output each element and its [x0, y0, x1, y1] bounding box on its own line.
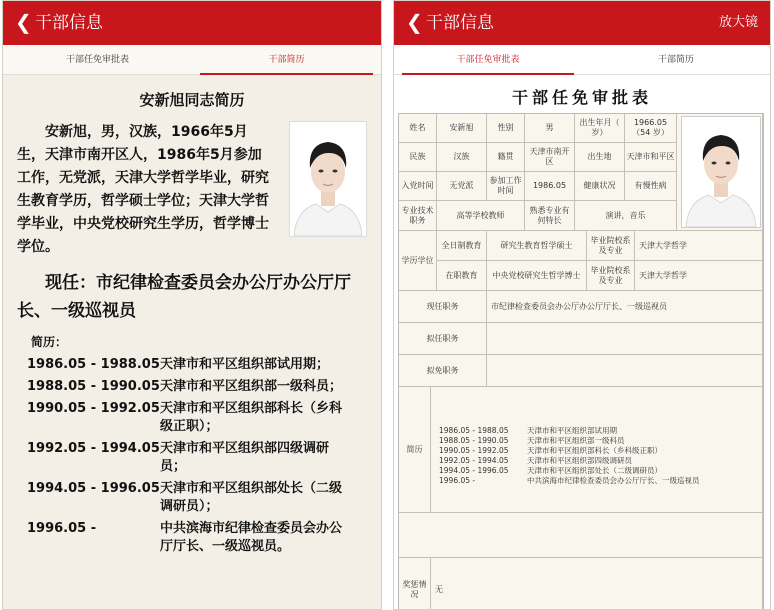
- birthplace-label: 出生地: [575, 143, 625, 172]
- party-value: 无党派: [437, 172, 487, 201]
- skill-value: 演讲，音乐: [575, 201, 677, 231]
- name-label: 姓名: [399, 114, 437, 143]
- resume-item: [439, 466, 759, 476]
- inservice-school: 天津大学哲学: [635, 261, 763, 291]
- fulltime-degree: 研究生教育哲学硕士: [487, 231, 587, 261]
- resume-date: 1994.05 - 1996.05: [439, 466, 509, 475]
- history-text: 天津市和平区组织部处长（二级调研员）；: [160, 481, 343, 514]
- proposed-post-value: [487, 323, 763, 355]
- form-title: 干部任免审批表: [511, 88, 652, 107]
- fulltime-label: 全日制教育: [437, 231, 487, 261]
- resume-screen: [2, 0, 382, 610]
- resume-label: 简历: [399, 387, 431, 513]
- award-label: 奖惩情况: [399, 558, 431, 610]
- health-value: 有慢性病: [625, 172, 677, 201]
- history-list: [27, 356, 381, 556]
- portrait-photo: [289, 121, 367, 237]
- history-date: 1996.05 -: [27, 521, 97, 536]
- resume-text: 天津市和平区组织部处长（二级调研员）: [527, 466, 662, 475]
- work-value: 1986.05: [525, 172, 575, 201]
- resume-date: 1986.05 - 1988.05: [439, 426, 509, 435]
- resume-text: 天津市和平区组织部四级调研员: [527, 456, 632, 465]
- birth-value: 1966.05（54 岁）: [625, 114, 677, 143]
- approval-form-table: [398, 113, 764, 610]
- history-text: 天津市和平区组织部试用期；: [160, 357, 330, 372]
- resume-item: [439, 446, 759, 456]
- history-date: 1992.05 - 1994.05: [27, 441, 160, 456]
- award-value: 无: [431, 558, 763, 610]
- proposed-post-label: 拟任职务: [399, 323, 487, 355]
- history-item: [27, 378, 381, 396]
- history-date: 1994.05 - 1996.05: [27, 481, 160, 496]
- birthplace-value: 天津市和平区: [625, 143, 677, 172]
- inservice-school-label: 毕业院校系及专业: [587, 261, 635, 291]
- removed-post-value: [487, 355, 763, 387]
- current-position: 现任：市纪律检查委员会办公厅办公厅厅长、一级巡视员: [17, 273, 351, 321]
- fulltime-school-label: 毕业院校系及专业: [587, 231, 635, 261]
- edu-label: 学历学位: [399, 231, 437, 291]
- tab-approval-form[interactable]: 干部任免审批表: [394, 45, 582, 74]
- history-text: 天津市和平区组织部四级调研员；: [160, 441, 330, 474]
- current-post-label: 现任职务: [399, 291, 487, 323]
- health-label: 健康状况: [575, 172, 625, 201]
- party-label: 入党时间: [399, 172, 437, 201]
- history-label: 简历：: [31, 335, 68, 349]
- work-label: 参加工作时间: [487, 172, 525, 201]
- resume-item: [439, 476, 759, 486]
- resume-date: 1990.05 - 1992.05: [439, 446, 509, 455]
- resume-date: 1992.05 - 1994.05: [439, 456, 509, 465]
- history-text: 中共滨海市纪律检查委员会办公厅厅长、一级巡视员。: [160, 521, 343, 554]
- tab-resume[interactable]: 干部简历: [657, 55, 694, 65]
- fulltime-school: 天津大学哲学: [635, 231, 763, 261]
- approval-form-screen: [393, 0, 771, 610]
- origin-value: 天津市南开区: [525, 143, 575, 172]
- current-post-value: 市纪律检查委员会办公厅办公厅厅长、一级巡视员: [487, 291, 763, 323]
- inservice-label: 在职教育: [437, 261, 487, 291]
- history-date: 1988.05 - 1990.05: [27, 379, 160, 394]
- removed-post-label: 拟免职务: [399, 355, 487, 387]
- history-text: 天津市和平区组织部一级科员；: [160, 379, 343, 394]
- bio-paragraph: 安新旭，男，汉族，1966年5月生，天津市南开区人，1986年5月参加工作，无党派，天津大学哲学毕业，研究生教育学历，哲学硕士学位；天津大学哲学毕业，中央党校研究生学历，哲学博士学位。: [17, 124, 269, 255]
- resume-item: [439, 456, 759, 466]
- prof-title-label: 专业技术职务: [399, 201, 437, 231]
- tab-approval-form[interactable]: 干部任免审批表: [65, 55, 129, 65]
- resume-list: [439, 426, 759, 486]
- history-date: 1990.05 - 1992.05: [27, 401, 160, 416]
- gender-label: 性别: [487, 114, 525, 143]
- tab-bar: [3, 45, 381, 75]
- resume-text: 天津市和平区组织部试用期: [527, 426, 617, 435]
- name-value: 安新旭: [437, 114, 487, 143]
- ethnicity-value: 汉族: [437, 143, 487, 172]
- skill-label: 熟悉专业有何特长: [525, 201, 575, 231]
- magnifier-button[interactable]: 放大镜: [718, 15, 758, 30]
- resume-item: [439, 426, 759, 436]
- app-header: [3, 1, 381, 45]
- resume-date: 1996.05 -: [439, 476, 476, 485]
- origin-label: 籍贯: [487, 143, 525, 172]
- history-item: [27, 440, 381, 476]
- history-item: [27, 520, 381, 556]
- page-title: 干部信息: [35, 13, 103, 33]
- resume-text: 天津市和平区组织部一级科员: [527, 436, 625, 445]
- resume-text: 天津市和平区组织部科长（乡科级正职）: [527, 446, 662, 455]
- inservice-degree: 中央党校研究生哲学博士: [487, 261, 587, 291]
- history-item: [27, 480, 381, 516]
- history-item: [27, 400, 381, 436]
- ethnicity-label: 民族: [399, 143, 437, 172]
- history-date: 1986.05 - 1988.05: [27, 357, 160, 372]
- tab-resume[interactable]: 干部简历: [192, 45, 381, 74]
- chevron-left-icon[interactable]: ❮: [15, 10, 32, 34]
- page-title: 干部信息: [426, 13, 494, 33]
- resume-title: 安新旭同志简历: [139, 91, 245, 109]
- gender-value: 男: [525, 114, 575, 143]
- prof-title-value: 高等学校教师: [437, 201, 525, 231]
- history-item: [27, 356, 381, 374]
- app-header: [394, 1, 770, 45]
- resume-date: 1988.05 - 1990.05: [439, 436, 509, 445]
- birth-label: 出生年月（ 岁）: [575, 114, 625, 143]
- portrait-photo: [681, 116, 761, 228]
- chevron-left-icon[interactable]: ❮: [406, 10, 423, 34]
- tab-bar: [394, 45, 770, 75]
- resume-item: [439, 436, 759, 446]
- blank-row: [399, 513, 763, 558]
- resume-text: 中共滨海市纪律检查委员会办公厅厅长、一级巡视员: [527, 476, 700, 485]
- history-text: 天津市和平区组织部科长（乡科级正职）；: [160, 401, 343, 434]
